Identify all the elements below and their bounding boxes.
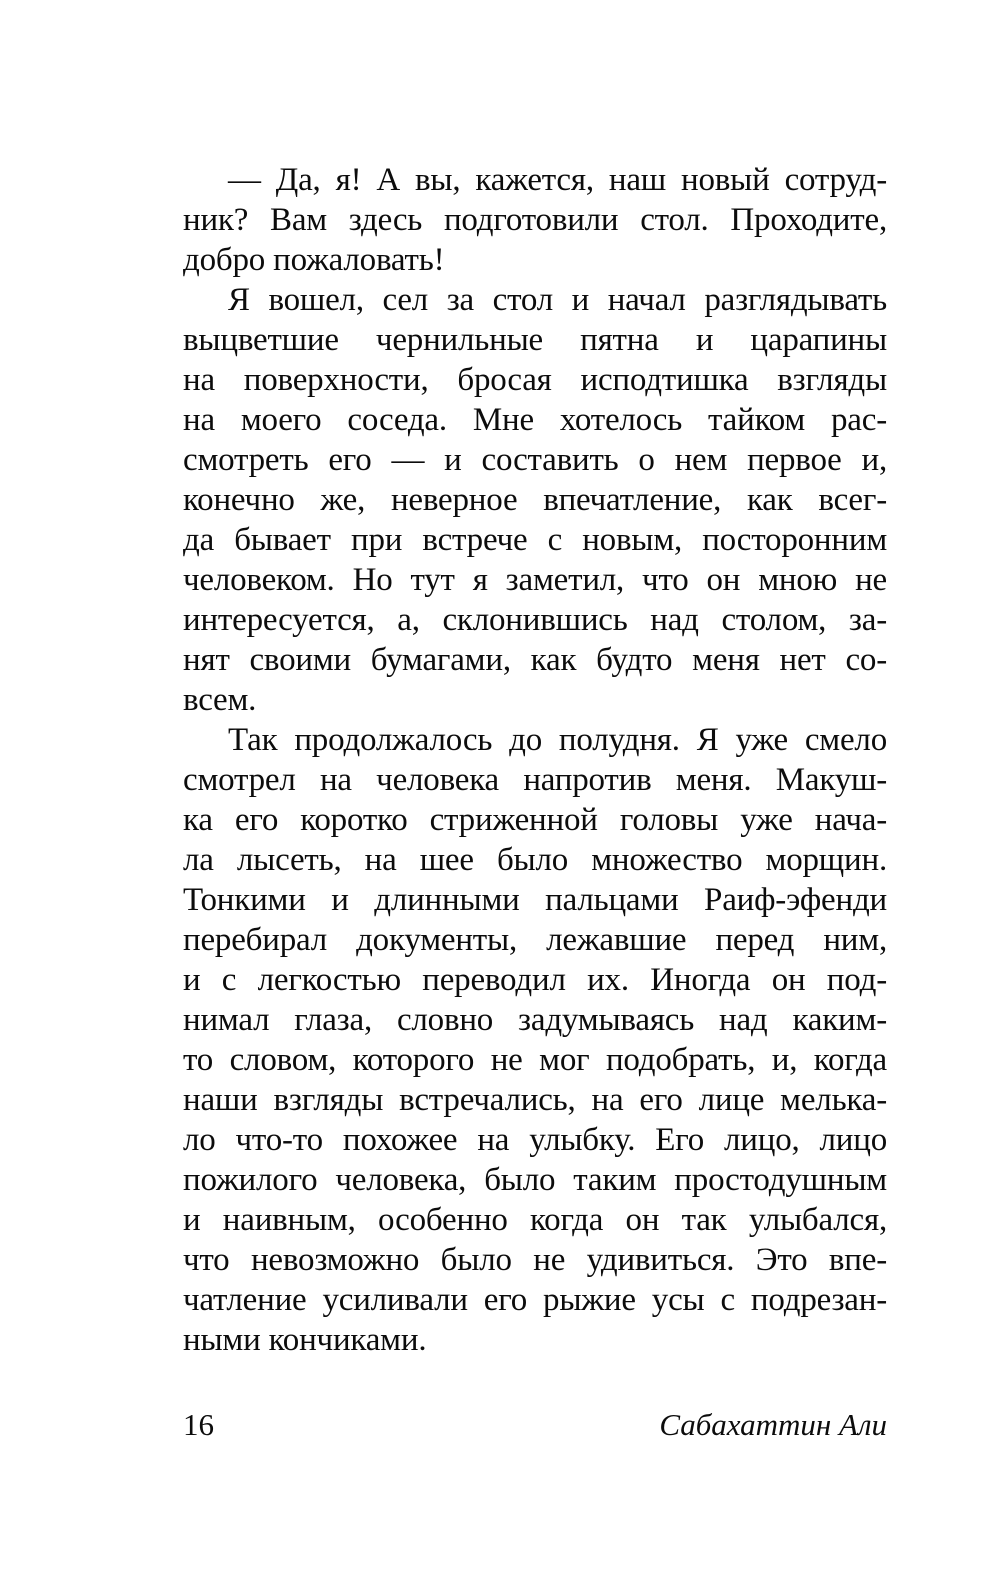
text-line: ными кончиками.	[183, 1322, 427, 1358]
text-line: всем.	[183, 682, 257, 718]
text-line: конечно же, неверное впечатление, как всег-	[183, 482, 887, 518]
text-line: интересуется, а, склонившись над столом, за-	[183, 602, 887, 638]
text-line: Так продолжалось до полудня. Я уже смело	[228, 722, 887, 758]
text-line: — Да, я! А вы, кажется, наш новый сотруд-	[228, 162, 887, 198]
page-number: 16	[183, 1407, 214, 1442]
text-line: нимал глаза, словно задумываясь над каким-	[183, 1002, 887, 1038]
text-line: ник? Вам здесь подготовили стол. Проходите,	[183, 202, 887, 238]
text-line: выцветшие чернильные пятна и царапины	[183, 322, 887, 358]
text-line: чатление усиливали его рыжие усы с подрезан-	[183, 1282, 887, 1318]
paragraph	[183, 160, 887, 280]
text-line: на поверхности, бросая исподтишка взгляды	[183, 362, 887, 398]
text-line: то словом, которого не мог подобрать, и, когда	[183, 1042, 887, 1078]
text-line: да бывает при встрече с новым, посторонним	[183, 522, 887, 558]
text-line: Тонкими и длинными пальцами Раиф-эфенди	[183, 882, 887, 918]
text-line: и наивным, особенно когда он так улыбался,	[183, 1202, 887, 1238]
text-line: человеком. Но тут я заметил, что он мною не	[183, 562, 887, 598]
paragraph	[183, 280, 887, 720]
running-author: Сабахаттин Али	[659, 1407, 887, 1442]
text-line: ло что-то похожее на улыбку. Его лицо, лицо	[183, 1122, 887, 1158]
text-line: ла лысеть, на шее было множество морщин.	[183, 842, 887, 878]
text-line: и с легкостью переводил их. Иногда он под-	[183, 962, 887, 998]
text-line: смотреть его — и составить о нем первое и,	[183, 442, 887, 478]
page-footer	[183, 1405, 887, 1445]
text-line: пожилого человека, было таким простодушным	[183, 1162, 887, 1198]
text-line: на моего соседа. Мне хотелось тайком рас-	[183, 402, 887, 438]
text-line: нят своими бумагами, как будто меня нет со-	[183, 642, 887, 678]
text-line: что невозможно было не удивиться. Это впе-	[183, 1242, 887, 1278]
text-block	[183, 160, 887, 1360]
text-line: перебирал документы, лежавшие перед ним,	[183, 922, 887, 958]
text-line: добро пожаловать!	[183, 242, 445, 278]
text-line: Я вошел, сел за стол и начал разглядывать	[228, 282, 887, 318]
text-line: наши взгляды встречались, на его лице мелька-	[183, 1082, 887, 1118]
paragraph	[183, 720, 887, 1360]
text-line: ка его коротко стриженной головы уже нача-	[183, 802, 887, 838]
text-line: смотрел на человека напротив меня. Макуш-	[183, 762, 887, 798]
